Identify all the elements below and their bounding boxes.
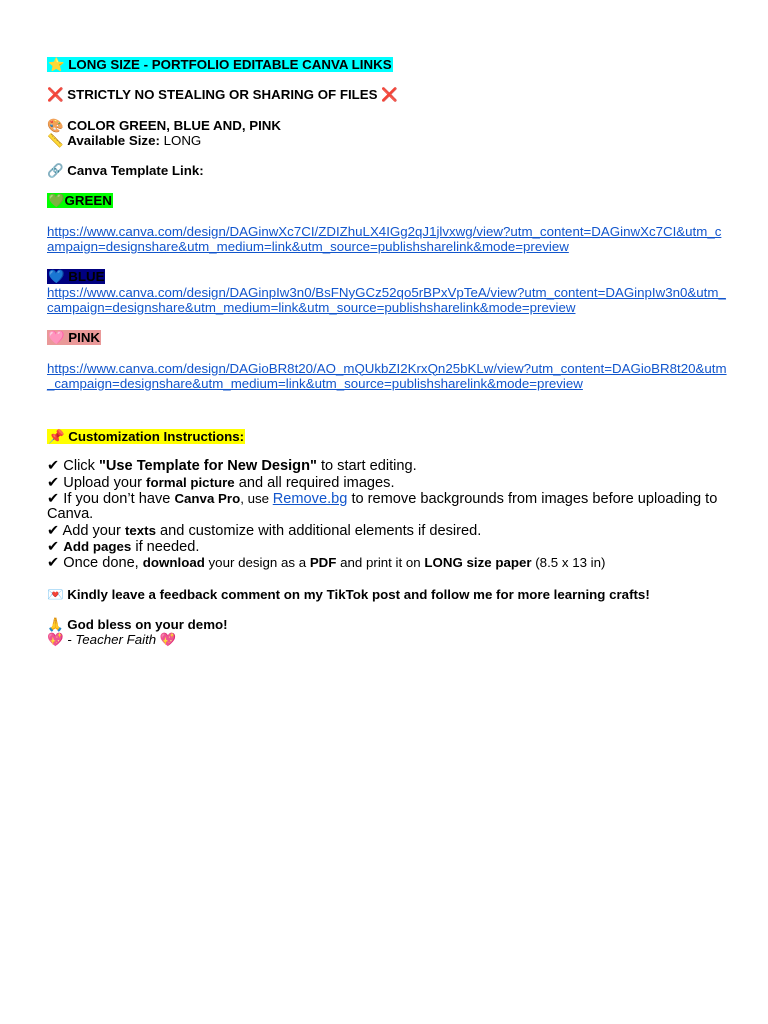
signature-name: - Teacher Faith <box>67 632 157 648</box>
blue-template-link[interactable]: https://www.canva.com/design/DAGinpIw3n0/BsFNyGCz52qo5rBPxVpTeA/view?utm_content=DAGinpIw3n0&utm_campaign=designshare&utm_medium=link&utm_source=publishsharelink&mode=preview <box>47 284 726 315</box>
pink-template-link[interactable]: https://www.canva.com/design/DAGioBR8t20/AO_mQUkbZI2KrxQn25bKLw/view?utm_content=DAGioBR8t20&utm_campaign=designshare&utm_medium=link&utm_source=publishsharelink&mode=preview <box>47 360 727 391</box>
available-size-line <box>47 133 728 148</box>
step-upload-picture: ✔ Upload your formal picture and all required images. <box>47 474 395 491</box>
feedback-request: 💌 Kindly leave a feedback comment on my TikTok post and follow me for more learning crafts! <box>47 586 650 602</box>
available-size-value: LONG <box>163 132 202 148</box>
heart-icon: 💖 <box>47 632 68 648</box>
step-use-template: ✔ Click "Use Template for New Design" to start editing. <box>47 458 417 475</box>
instructions-heading-line <box>47 429 728 444</box>
step-download-print: ✔ Once done, download your design as a PDF and print it on LONG size paper (8.5 x 13 in) <box>47 555 606 572</box>
step-remove-background: ✔ If you don’t have Canva Pro, use Remove.bg to remove backgrounds from images before uploading to Canva. <box>47 491 718 523</box>
green-template-link[interactable]: https://www.canva.com/design/DAGinwXc7CI/ZDIZhuLX4IGg2qJ1jlvxwg/view?utm_content=DAGinwXc7CI&utm_campaign=designshare&utm_medium=link&utm_source=publishsharelink&mode=preview <box>47 223 722 255</box>
step-add-pages: ✔ Add pages if needed. <box>47 538 200 555</box>
instructions-heading: 📌 Customization Instructions: <box>48 429 245 445</box>
ruler-icon: 📏 <box>47 132 64 148</box>
green-label-line <box>47 193 728 208</box>
remove-bg-link[interactable]: Remove.bg <box>272 491 348 508</box>
available-size-label: Available Size: <box>67 132 160 148</box>
color-options: 🎨 COLOR GREEN, BLUE AND, PINK <box>47 117 281 133</box>
step-add-texts: ✔ Add your texts and customize with additional elements if desired. <box>47 522 482 539</box>
no-sharing-warning: ❌ STRICTLY NO STEALING OR SHARING OF FILES ❌ <box>47 87 398 103</box>
heart-icon: 💖 <box>156 632 177 648</box>
page-title: ⭐ LONG SIZE - PORTFOLIO EDITABLE CANVA LINKS <box>48 57 392 72</box>
blue-label: 💙 BLUE <box>48 269 105 285</box>
template-link-heading: 🔗 Canva Template Link: <box>47 163 204 179</box>
pink-label-line <box>47 330 728 345</box>
green-label: 💚GREEN <box>48 193 112 209</box>
signature-line <box>47 632 728 647</box>
title-line <box>47 57 728 72</box>
pink-label: 🩷 PINK <box>48 330 101 346</box>
blessing-line: 🙏 God bless on your demo! <box>47 616 228 632</box>
blue-label-line <box>47 269 728 284</box>
